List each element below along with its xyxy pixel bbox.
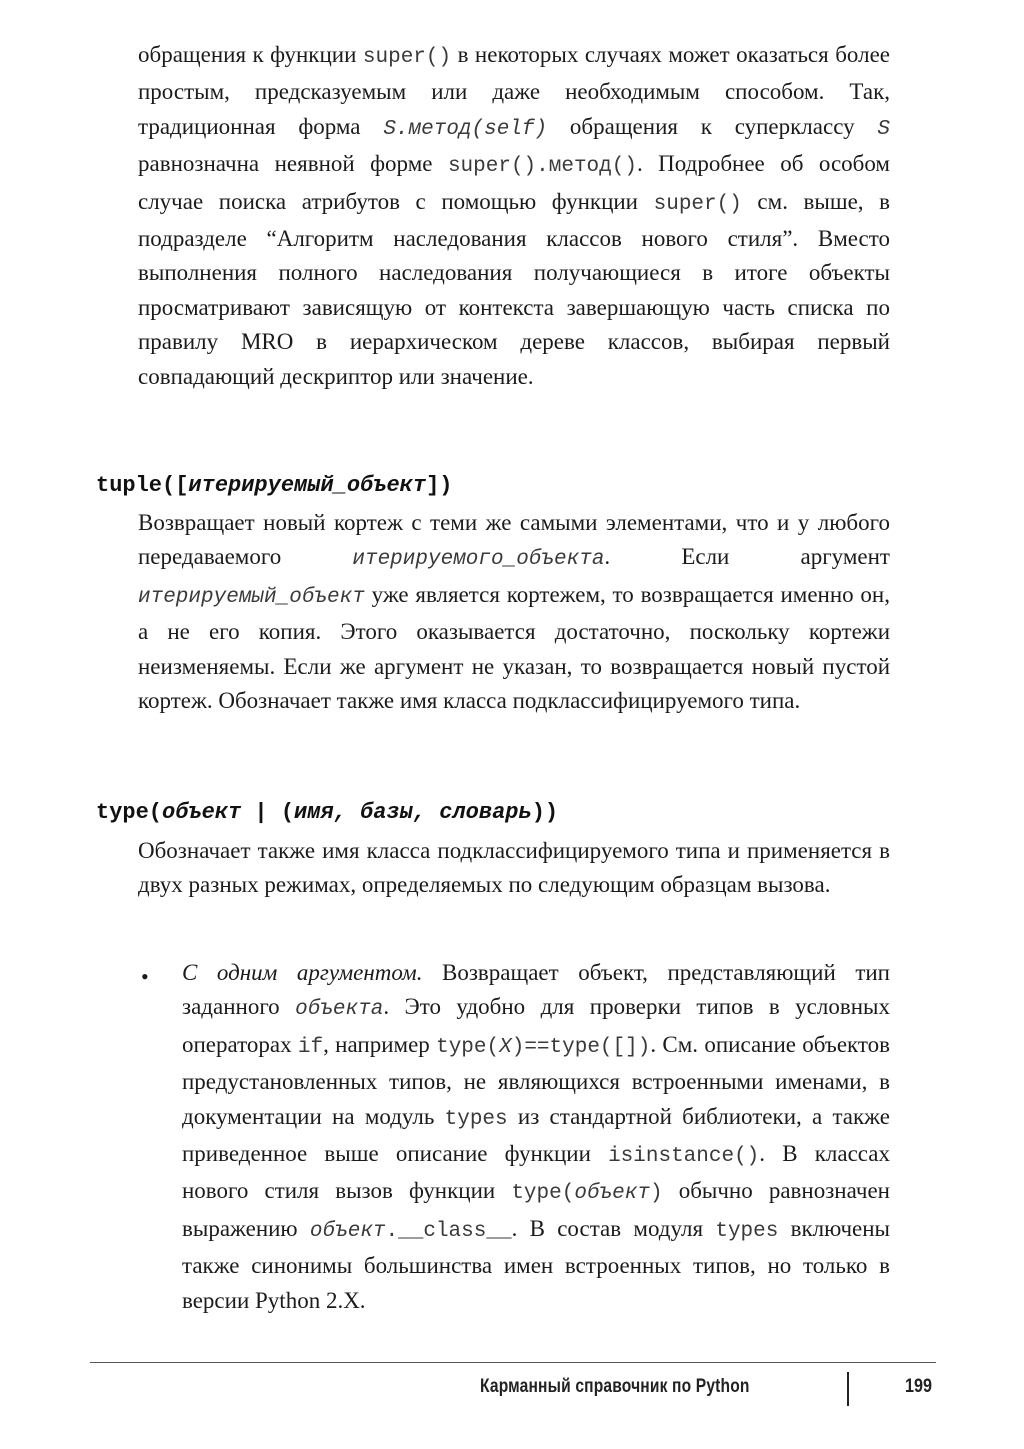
code-arg: итерируемого_объекта <box>352 548 605 572</box>
text: Возвращает объект, представляющий тип заданного <box>182 960 890 1020</box>
text: включены также синонимы большинства имен встроенных типов, но только в версии Python 2.X. <box>182 1215 891 1313</box>
text: уже является кортежем, то возвращается именно он, а не его копия. Этого оказывается достаточно, поскольку кортежи неизменяемы. Если же аргумент не указан, то возвращается новый пустой кортеж. Обозначает также имя класса подклассифицируемого типа. <box>138 581 890 714</box>
code-isinstance: isinstance() <box>608 1145 760 1169</box>
text: . Подробнее об особом случае поиска атрибутов с помощью функции <box>138 151 890 214</box>
sig-fn: type( <box>96 800 163 825</box>
text: Возвращает новый кортеж с теми же самыми элементами, что и у любого передаваемого <box>138 510 890 570</box>
code-arg: итерируемый_объект <box>138 585 365 609</box>
text: . См. описание объектов предустановленных типов, не являющихся встроенными именами, в документации на модуль <box>182 1031 891 1129</box>
text: . В классах нового стиля вызов функции <box>182 1141 890 1204</box>
code-obj: объекта <box>295 998 384 1022</box>
text: обращения к функции <box>138 42 363 67</box>
sig-mid: | ( <box>241 800 295 825</box>
text: , например <box>323 1031 437 1057</box>
bullet-icon: • <box>141 964 149 989</box>
code-type: type( <box>511 1182 575 1206</box>
type-description <box>138 834 890 903</box>
code-obj: объект <box>309 1219 386 1243</box>
code-s: S <box>877 117 890 141</box>
code-super: super() <box>362 46 452 69</box>
text: равнозначна неявной форме <box>138 151 448 177</box>
text: . Если аргумент <box>604 544 890 570</box>
text: . В состав модуля <box>511 1215 716 1241</box>
page-number: 199 <box>905 1376 932 1397</box>
code-type: ) <box>649 1182 663 1206</box>
sig-arg: объект <box>162 800 242 825</box>
footer-rule <box>90 1362 936 1363</box>
tuple-description <box>138 506 890 718</box>
intro-paragraph <box>138 38 890 394</box>
type-signature <box>96 798 558 828</box>
code-obj: объект <box>574 1182 650 1206</box>
sig-end: )) <box>531 800 559 825</box>
text: . Это удобно для проверки типов в условных операторах <box>182 994 890 1057</box>
text: из стандартной библиотеки, а также приведенное выше описание функции <box>182 1103 890 1167</box>
text: в некоторых случаях может оказаться более простым, предсказуемым или даже необходимым способом. Так, традиционная форма <box>138 42 890 139</box>
footer-separator <box>847 1372 849 1406</box>
bullet-lead: С одним аргументом. <box>182 960 423 985</box>
bullet-item <box>182 956 890 1318</box>
text: обычно равнозначен выражению <box>182 1178 890 1241</box>
sig-end: ]) <box>426 473 453 498</box>
code-example: type( <box>436 1035 500 1059</box>
text: см. выше, в подразделе “Алгоритм наследования классов нового стиля”. Вместо выполнения полного наследования получающиеся в итоге объекты просматривают зависящую от контекста завершающую часть списка по правилу MRO в иерархическом дереве классов, выбирая первый совпадающий дескриптор или значение. <box>138 188 890 389</box>
sig-arg: имя, базы, словарь <box>294 800 532 825</box>
tuple-signature <box>96 471 452 501</box>
footer-title: Карманный справочник по Python <box>480 1376 750 1397</box>
code-x: X <box>499 1035 512 1059</box>
sig-arg: итерируемый_объект <box>188 473 427 498</box>
code-super-method: super().метод() <box>447 155 637 179</box>
code-if: if <box>297 1035 324 1059</box>
code-dunder: .__class__ <box>385 1219 512 1243</box>
text: обращения к суперклассу <box>547 113 878 139</box>
code-form: S.метод(self) <box>383 117 548 141</box>
code-super: super() <box>653 192 742 216</box>
code-types: types <box>715 1219 779 1243</box>
code-example: )==type([]) <box>511 1035 651 1059</box>
text: Обозначает также имя класса подклассифицируемого типа и применяется в двух разных режимах, определяемых по следующим образцам вызова. <box>138 838 890 898</box>
code-types: types <box>444 1107 508 1131</box>
sig-fn: tuple([ <box>96 473 189 498</box>
